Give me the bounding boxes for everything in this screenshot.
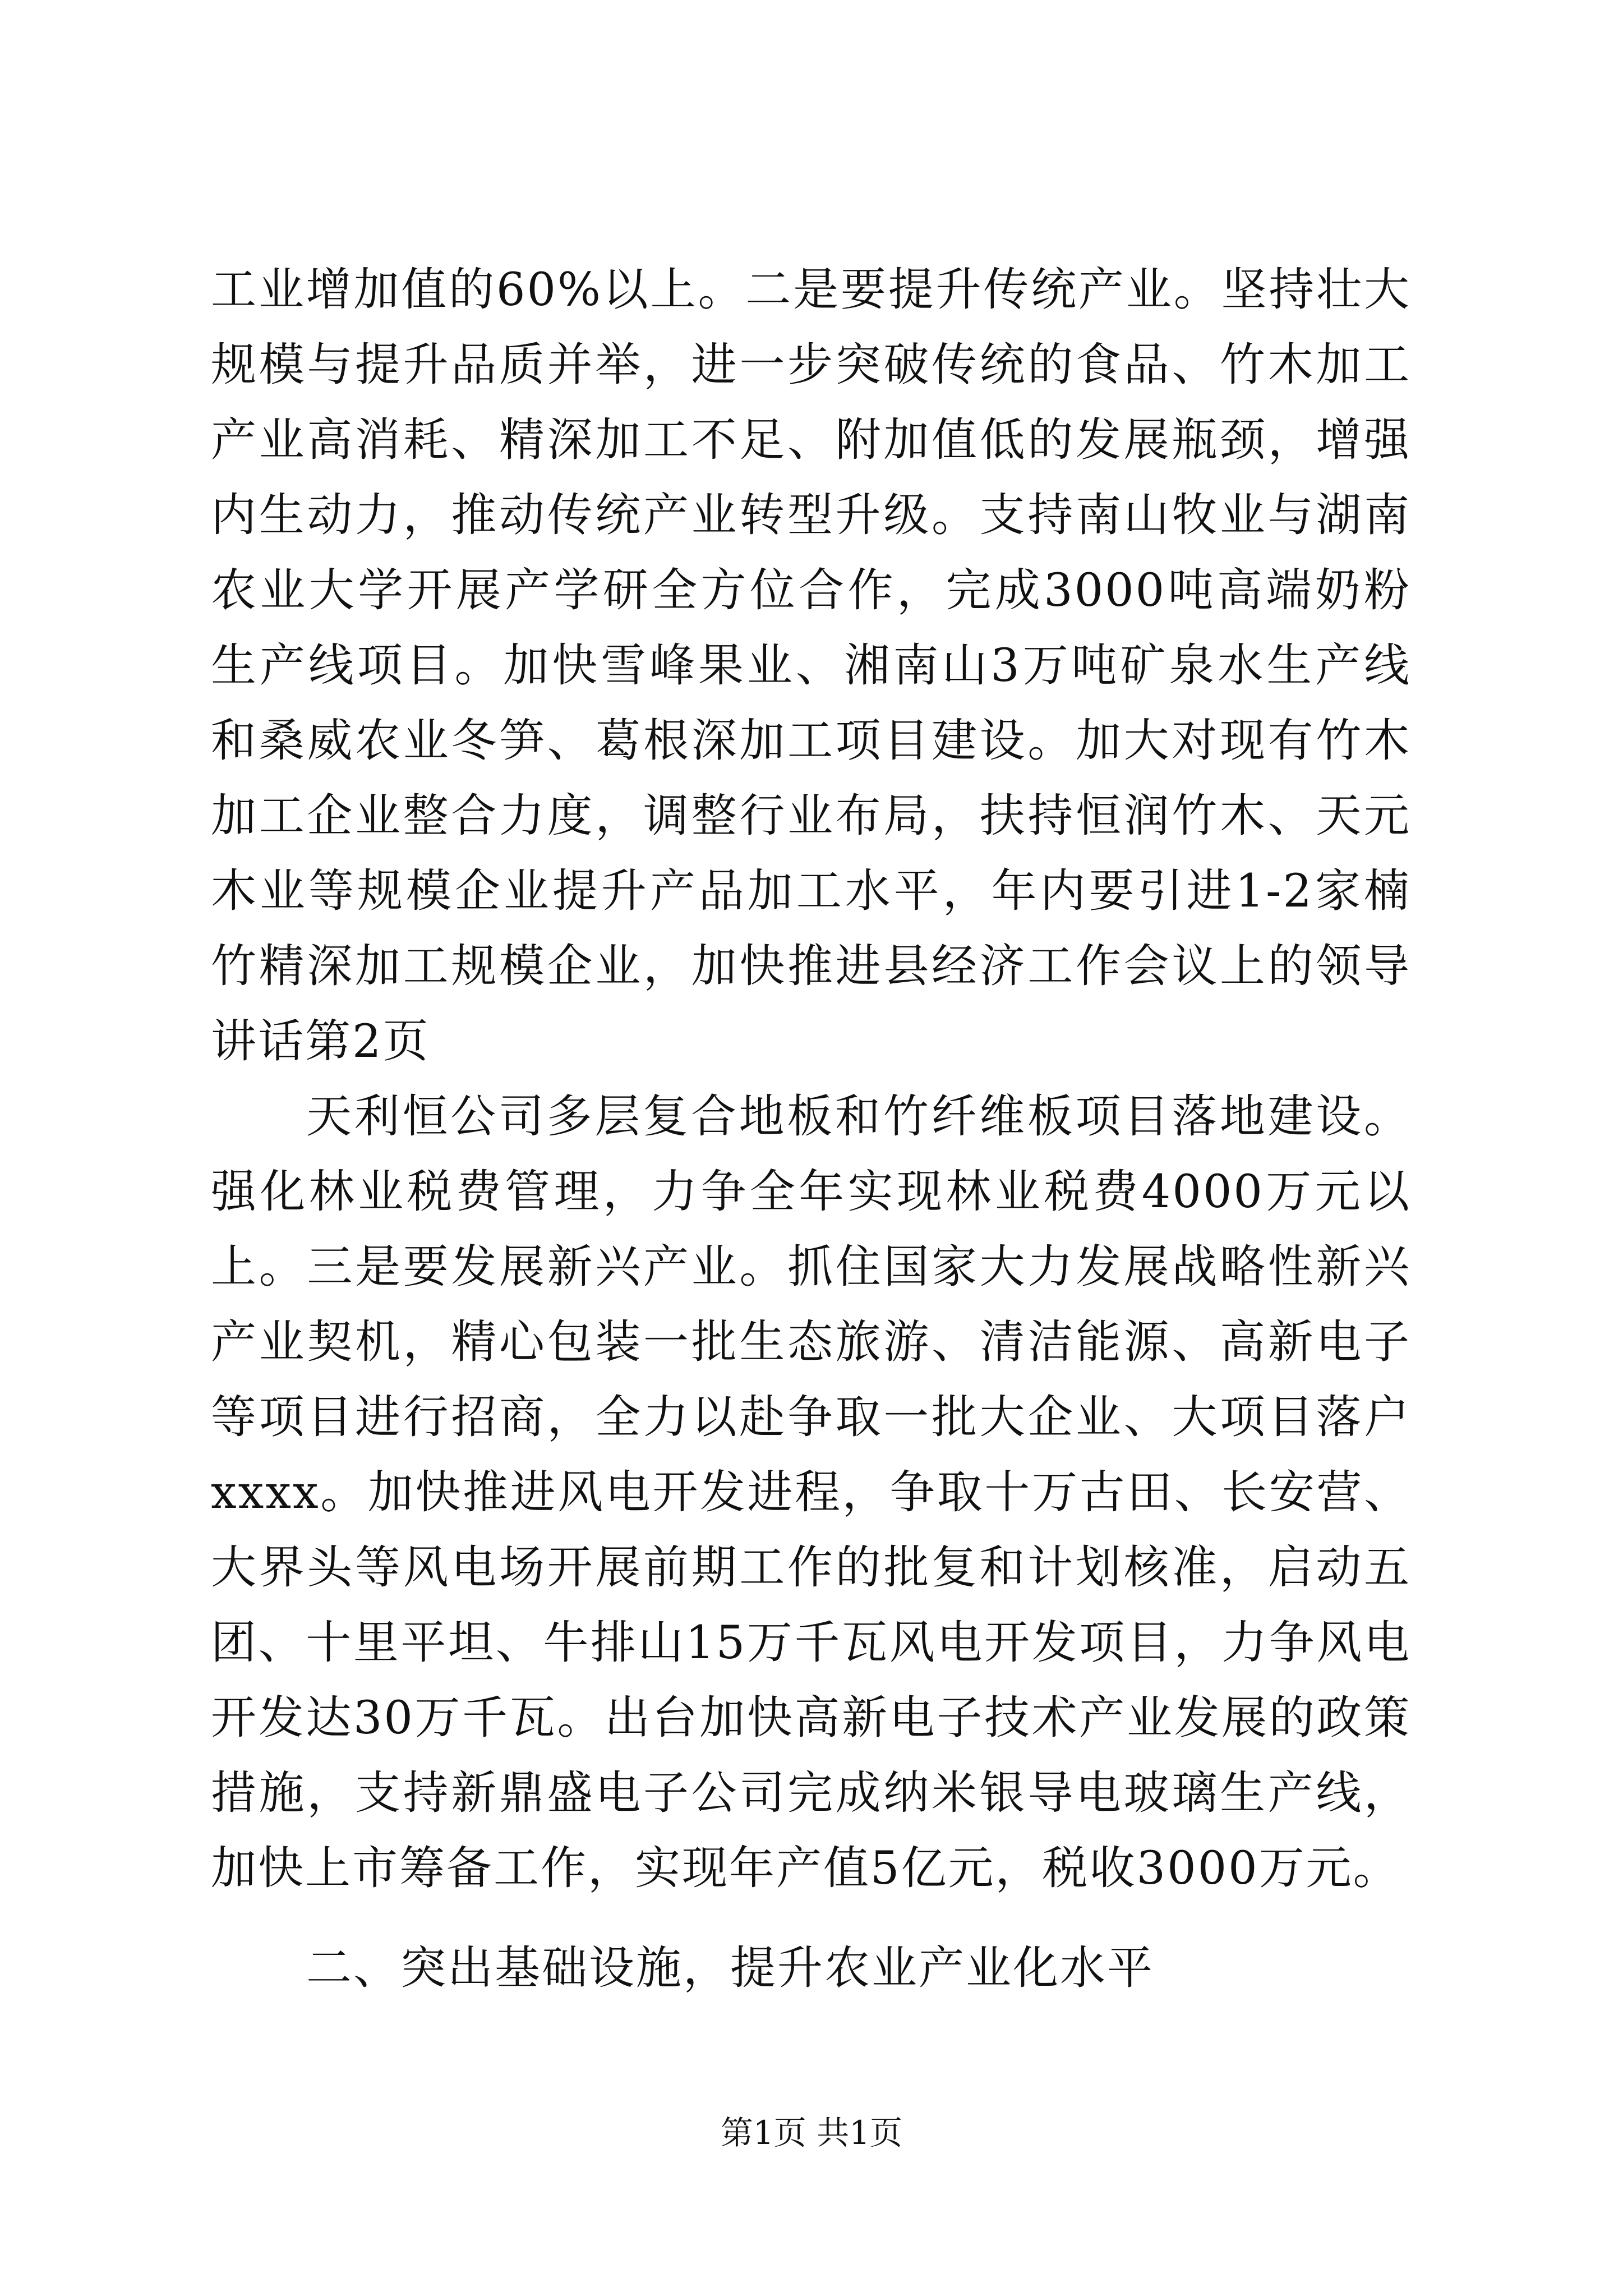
page-footer: 第1页 共1页 [720,2114,903,2152]
section-heading: 二、突出基础设施，提升农业产业化水平 [306,1942,1155,1995]
document-body [211,252,1411,2006]
paragraph-1: 工业增加值的60%以上。二是要提升传统产业。坚持壮大规模与提升品质并举，进一步突破传统的食品、竹木加工产业高消耗、精深加工不足、附加值低的发展瓶颈，增强内生动力，推动传统产业转型升级。支持南山牧业与湖南农业大学开展产学研全方位合作，完成3000吨高端奶粉生产线项目。加快雪峰果业、湘南山3万吨矿泉水生产线和桑威农业冬笋、葛根深加工项目建设。加大对现有竹木加工企业整合力度，调整行业布局，扶持恒润竹木、天元木业等规模企业提升产品加工水平，年内要引进1-2家楠竹精深加工规模企业，加快推进县经济工作会议上的领导讲话第2页 [211,264,1411,1068]
paragraph-2: 天利恒公司多层复合地板和竹纤维板项目落地建设。强化林业税费管理，力争全年实现林业税费4000万元以上。三是要发展新兴产业。抓住国家大力发展战略性新兴产业契机，精心包装一批生态旅游、清洁能源、高新电子等项目进行招商，全力以赴争取一批大企业、大项目落户xxxx。加快推进风电开发进程，争取十万古田、长安营、大界头等风电场开展前期工作的批复和计划核准，启动五团、十里平坦、牛排山15万千瓦风电开发项目，力争风电开发达30万千瓦。出台加快高新电子技术产业发展的政策措施，支持新鼎盛电子公司完成纳米银导电玻璃生产线，加快上市筹备工作，实现年产值5亿元，税收3000万元。 [211,1091,1411,1895]
